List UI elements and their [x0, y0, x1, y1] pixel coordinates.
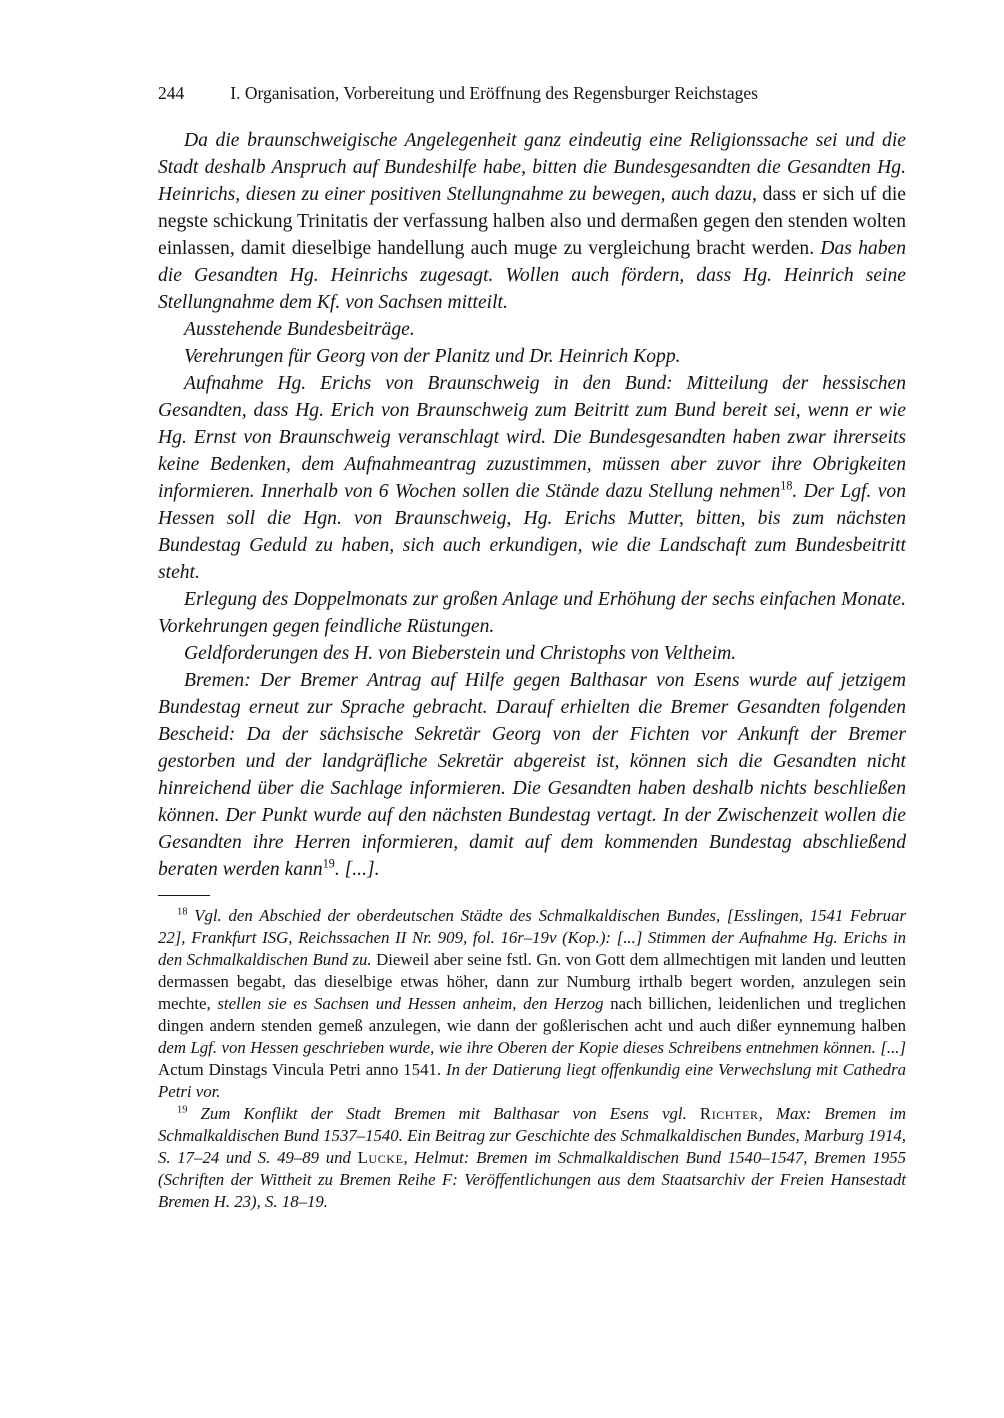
- text-segment: Dieweil aber seine fstl. Gn. von Gott dem allmechtigen mit landen und leutten dermassen begabt, das dieselbige etwas höher, dann zur Numburg irthalb begert worden, anzulegen sein mechte,: [158, 950, 906, 1013]
- main-text: [158, 127, 906, 883]
- text-segment: Verehrungen für Georg von der Planitz und Dr. Heinrich Kopp.: [184, 346, 681, 367]
- text-segment: . [...].: [334, 859, 380, 880]
- text-column: [158, 82, 906, 1213]
- text-segment: nach billichen, leidenlichen und treglichen dingen andern stenden gemeß anzulegen, wie dann der goßlerischen acht und auch dißer eynnemung halben: [158, 994, 906, 1035]
- text-segment: Aufnahme Hg. Erichs von Braunschweig in den Bund: Mitteilung der hessischen Gesandten, dass Hg. Erich von Braunschweig zum Beitritt zum Bund bereit sei, wenn er wie Hg. Ernst von Braunschweig veranschlagt wird. Die Bundesgesandten haben zwar ihrerseits keine Bedenken, dem Aufnahmeantrag zuzustimmen, müssen aber zuvor ihre Obrigkeiten informieren. Innerhalb von 6 Wochen sollen die Stände dazu Stellung nehmen: [158, 373, 906, 502]
- text-segment: Da die braunschweigische Angelegenheit ganz eindeutig eine Religionssache sei und die Stadt deshalb Anspruch auf Bundeshilfe habe, bitten die Bundesgesandten die Gesandten Hg. Heinrichs, diesen zu einer positiven Stellungnahme zu bewegen, auch dazu,: [158, 130, 906, 205]
- footnote-number: 18: [177, 906, 188, 918]
- paragraph: [158, 343, 906, 370]
- text-segment: In der Datierung liegt offenkundig eine Verwechslung mit Cathedra Petri vor.: [158, 1060, 906, 1101]
- paragraph: [158, 370, 906, 586]
- text-segment: stellen sie es Sachsen und Hessen anheim, den Herzog: [217, 994, 611, 1013]
- footnote-reference: 19: [322, 856, 335, 871]
- text-segment: Erlegung des Doppelmonats zur großen Anlage und Erhöhung der sechs einfachen Monate. Vorkehrungen gegen feindliche Rüstungen.: [158, 589, 906, 637]
- footnotes-section: [158, 905, 906, 1213]
- text-segment: dem Lgf. von Hessen geschrieben wurde, wie ihre Oberen der Kopie dieses Schreibens entnehmen können. [...]: [158, 1038, 906, 1057]
- paragraph: [158, 127, 906, 316]
- paragraph: [158, 667, 906, 883]
- footnote: [158, 905, 906, 1103]
- page-number: 244: [158, 83, 185, 103]
- text-segment: . Der Lgf. von Hessen soll die Hgn. von Braunschweig, Hg. Erichs Mutter, bitten, bis zum nächsten Bundestag Geduld zu haben, sich auch erkundigen, wie die Landschaft zum Bundesbeitritt steht.: [158, 481, 906, 583]
- text-segment: Das haben die Gesandten Hg. Heinrichs zugesagt. Wollen auch fördern, dass Hg. Heinrich seine Stellungnahme dem Kf. von Sachsen mitteilt.: [158, 238, 906, 313]
- text-segment: Lucke: [357, 1148, 404, 1167]
- text-segment: , Max: Bremen im Schmalkaldischen Bund 1537–1540. Ein Beitrag zur Geschichte des Schmalkaldischen Bundes, Marburg 1914, S. 17–24 und S. 49–89 und: [158, 1104, 906, 1167]
- text-segment: , Helmut: Bremen im Schmalkaldischen Bund 1540–1547, Bremen 1955 (Schriften der Wittheit zu Bremen Reihe F: Veröffentlichungen aus dem Staatsarchiv der Freien Hansestadt Bremen H. 23), S. 18–19.: [158, 1148, 906, 1211]
- text-segment: Geldforderungen des H. von Bieberstein und Christophs von Veltheim.: [184, 643, 737, 664]
- footnote-number: 19: [177, 1104, 188, 1116]
- footnote-separator: [158, 895, 210, 896]
- text-segment: dass er sich uf die negste schickung Trinitatis der verfassung halben also und dermaßen gegen den stenden wolten einlassen, damit dieselbige handellung auch muge zu vergleichung bracht werden.: [158, 184, 906, 259]
- paragraph: [158, 640, 906, 667]
- text-segment: Vgl. den Abschied der oberdeutschen Städte des Schmalkaldischen Bundes, [Esslingen, 1541 Februar 22], Frankfurt ISG, Reichssachen II Nr. 909, fol. 16r–19v (Kop.): [...] Stimmen der Aufnahme Hg. Erichs in den Schmalkaldischen Bund zu.: [158, 906, 906, 969]
- text-segment: Richter: [699, 1104, 759, 1123]
- running-header: [158, 82, 906, 104]
- text-segment: Actum Dinstags Vincula Petri anno 1541.: [158, 1060, 446, 1079]
- paragraph: [158, 316, 906, 343]
- paragraph: [158, 586, 906, 640]
- footnote: [158, 1103, 906, 1213]
- running-header-title: I. Organisation, Vorbereitung und Eröffnung des Regensburger Reichstages: [230, 83, 758, 103]
- text-segment: Zum Konflikt der Stadt Bremen mit Balthasar von Esens vgl.: [187, 1104, 700, 1123]
- text-segment: Bremen: Der Bremer Antrag auf Hilfe gegen Balthasar von Esens wurde auf jetzigem Bundestag erneut zur Sprache gebracht. Darauf erhielten die Bremer Gesandten folgenden Bescheid: Da der sächsische Sekretär Georg von der Fichten vor Ankunft der Bremer gestorben und der landgräfliche Sekretär abgereist ist, können sich die Gesandten nicht hinreichend über die Sachlage informieren. Die Gesandten haben deshalb nichts beschließen können. Der Punkt wurde auf den nächsten Bundestag vertagt. In der Zwischenzeit wollen die Gesandten ihre Herren informieren, damit auf dem kommenden Bundestag abschließend beraten werden kann: [158, 670, 906, 880]
- text-segment: Ausstehende Bundesbeiträge.: [184, 319, 415, 340]
- footnote-reference: 18: [780, 478, 793, 493]
